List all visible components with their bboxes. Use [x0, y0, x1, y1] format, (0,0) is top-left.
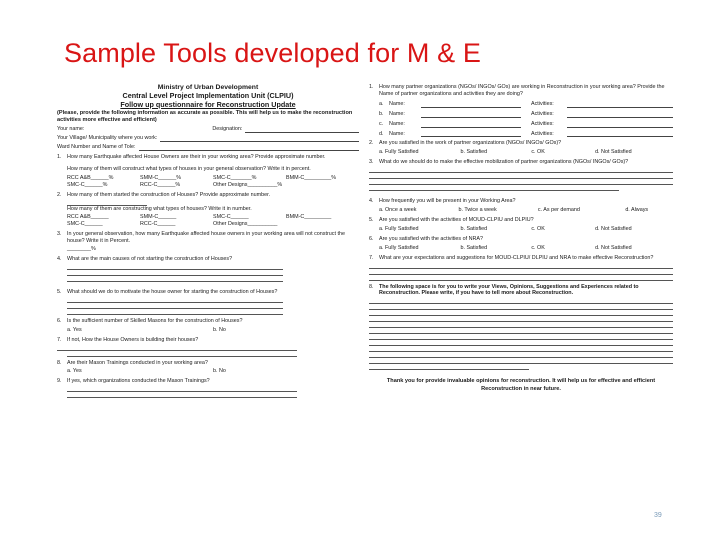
left-question-2-sub: How many of them are constructing what types of houses? Write it in number.: [67, 205, 252, 212]
page-number: 39: [654, 512, 662, 519]
right-question-1: 1. How many partner organizations (NGOs/ INGOs/ GOs) are working in Reconstruction in your working area? Provide the Name of partner organizations and activities they are doing?: [369, 84, 673, 98]
ministry-name: Ministry of Urban Development: [157, 84, 259, 91]
option-no: b. No: [213, 326, 226, 333]
partner-row: d. Name: Activities:: [369, 131, 673, 138]
ward-row: [57, 144, 359, 151]
left-question-1-text: How many Earthquake affected House Owners are their in your working area? Provide approximate number.: [67, 154, 326, 161]
left-question-6-options: [57, 327, 359, 334]
left-question-6-text: Is the sufficient number of Skilled Masons for the construction of Houses?: [67, 317, 243, 324]
left-question-9-text: If yes, which organizations conducted the Mason Trainings?: [67, 378, 210, 385]
left-question-7: 7. If not, How the House Owners is building their houses?: [57, 337, 359, 344]
right-question-6: 6. Are you satisfied with the activities of NRA?: [369, 236, 673, 243]
left-question-2: 2. How many of them started the construction of Houses? Provide approximate number.: [57, 192, 359, 199]
answer-line: [67, 309, 283, 315]
right-question-7: 7. What are your expectations and suggestions for MOUD-CLPIU/ DLPIU and NRA to make effective Reconstruction?: [369, 255, 673, 262]
left-question-4-text: What are the main causes of not starting the construction of Houses?: [67, 255, 233, 262]
left-question-8-options: [57, 368, 359, 375]
left-question-2-grid: RCC A&B______ SMM-C______ SMC-C______ BMM-C_________ SMC-C______ RCC-C______ Other Designs__________: [67, 214, 332, 228]
thank-you-note: Thank you for provide invaluable opinions for reconstruction. It will help us for effective and efficient Reconstruction in near future.: [386, 378, 656, 392]
left-question-7-text: If not, How the House Owners is building their houses?: [67, 336, 199, 343]
right-question-6-text: Are you satisfied with the activities of NRA?: [379, 235, 483, 242]
designation-line: [245, 128, 359, 133]
right-question-4: 4. How frequently you will be present in your Working Area?: [369, 198, 673, 205]
left-question-6: 6. Is the sufficient number of Skilled Masons for the construction of Houses?: [57, 318, 359, 325]
questionnaire-left-page: [57, 84, 359, 398]
partner-row: a. Name: Activities:: [369, 101, 673, 108]
right-question-5-text: Are you satisfied with the activities of MOUD-CLPIU and DLPIU?: [379, 216, 534, 223]
option-no: b. No: [213, 368, 226, 375]
left-question-5: 5. What should we do to motivate the house owner for starting the construction of Houses?: [57, 289, 359, 296]
right-question-4-text: How frequently you will be present in your Working Area?: [379, 198, 516, 205]
ward-label: Ward Number and Name of Tole:: [57, 144, 136, 151]
left-question-4: 4. What are the main causes of not starting the construction of Houses?: [57, 256, 359, 263]
right-question-3-text: What do we should do to make the effective mobilization of partner organizations (NGOs/ INGOs/ GOs)?: [379, 159, 629, 166]
name-designation-row: [57, 126, 359, 133]
unit-name: Central Level Project Implementation Unit (CLPIU): [122, 91, 294, 101]
option-yes: a. Yes: [67, 326, 82, 333]
right-question-8-text: The following space is for you to write your Views, Opinions, Suggestions and Experiences related to Reconstruction. Please write, if you have to tell more about Reconstruction.: [379, 283, 639, 297]
partner-organization-list: [369, 101, 673, 138]
right-question-7-text: What are your expectations and suggestions for MOUD-CLPIU/ DLPIU and NRA to make effective Reconstruction?: [379, 254, 654, 261]
ward-line: [139, 146, 360, 151]
right-question-2-text: Are you satisfied in the work of partner organizations (NGOs/ INGOs/ GOs)?: [379, 140, 562, 147]
left-question-2-text: How many of them started the construction of Houses? Provide approximate number.: [67, 191, 271, 198]
form-title: Follow up questionnaire for Reconstruction Update: [120, 99, 296, 109]
left-question-1-grid: RCC A&B______% SMM-C______% SMC-C_______% BMM-C_________% SMC-C______% RCC-C______% Other Designs__________%: [67, 174, 337, 188]
right-question-8: 8. The following space is for you to write your Views, Opinions, Suggestions and Experiences related to Reconstruction. Please write, if you have to tell more about Reconstruction.: [369, 284, 673, 298]
left-question-1: 1. How many Earthquake affected House Owners are their in your working area? Provide approximate number.: [57, 154, 359, 161]
left-question-3-percent: ________%: [67, 246, 96, 253]
left-question-9: 9. If yes, which organizations conducted the Mason Trainings?: [57, 378, 359, 385]
slide-title: Sample Tools developed for M & E: [64, 38, 481, 68]
left-question-5-text: What should we do to motivate the house owner for starting the construction of Houses?: [67, 288, 278, 295]
form-instruction: (Please, provide the following information as accurate as possible. This will help us to make the reconstruction activities more effective and efficient): [57, 109, 353, 124]
left-question-8: 8. Are their Mason Trainings conducted in your working area?: [57, 360, 359, 367]
left-question-3: 3. In your general observation, how many Earthquake affected house owners in your working area will not construct the house? Write it in Percent.: [57, 231, 359, 245]
right-question-5: 5. Are you satisfied with the activities of MOUD-CLPIU and DLPIU?: [369, 217, 673, 224]
right-question-2: 2. Are you satisfied in the work of partner organizations (NGOs/ INGOs/ GOs)?: [369, 140, 673, 147]
questionnaire-right-page: [369, 84, 673, 393]
village-line: [160, 137, 359, 142]
left-question-3-text: In your general observation, how many Earthquake affected house owners in your working area will not construct the house? Write it in Percent.: [67, 231, 345, 245]
designation-label: Designation:: [212, 126, 243, 133]
village-label: Your Village/ Municipality where you work:: [57, 135, 158, 142]
answer-line: [67, 351, 297, 357]
option-yes: a. Yes: [67, 368, 82, 375]
answer-line: [369, 364, 529, 370]
left-question-1-sub: How many of them will construct what types of houses in your general observation? Write it in percent.: [67, 165, 311, 172]
partner-row: c. Name: Activities:: [369, 121, 673, 128]
right-question-4-options: a. Once a week b. Twice a week c. As per demand d. Always: [379, 207, 649, 214]
form-header: [57, 84, 359, 109]
right-question-6-options: a. Fully Satisfied b. Satisfied c. OK d. Not Satisfied: [379, 244, 632, 251]
name-label: Your name:: [57, 126, 85, 133]
right-question-2-options: a. Fully Satisfied b. Satisfied c. OK d. Not Satisfied: [379, 149, 632, 156]
village-row: [57, 135, 359, 142]
right-question-5-options: a. Fully Satisfied b. Satisfied c. OK d. Not Satisfied: [379, 225, 632, 232]
right-question-3: 3. What do we should do to make the effective mobilization of partner organizations (NGOs/ INGOs/ GOs)?: [369, 159, 673, 166]
partner-row: b. Name: Activities:: [369, 111, 673, 118]
left-question-8-text: Are their Mason Trainings conducted in your working area?: [67, 359, 208, 366]
answer-line: [369, 275, 673, 281]
right-question-1-text: How many partner organizations (NGOs/ INGOs/ GOs) are working in Reconstruction in your working area? Provide the Name of partner organizations and activities they are doing?: [379, 84, 665, 97]
answer-line: [67, 392, 297, 398]
